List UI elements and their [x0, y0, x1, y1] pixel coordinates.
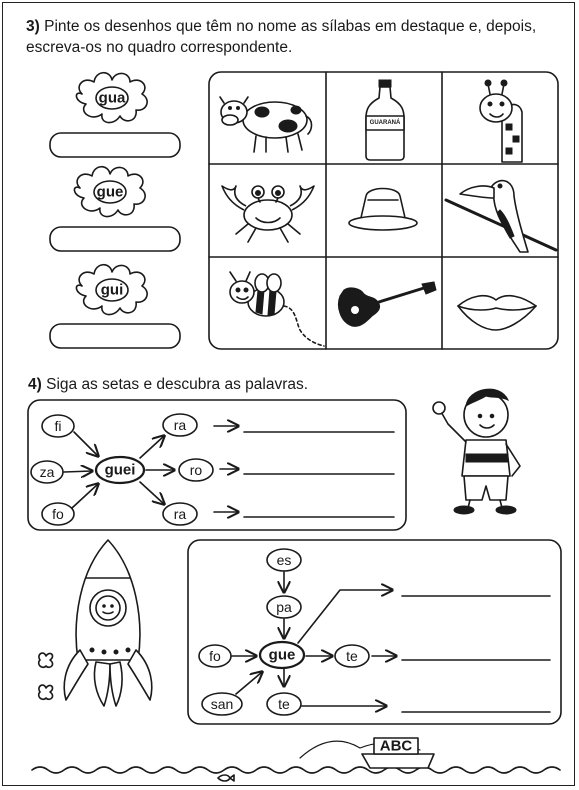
syllable-fi: fi	[54, 418, 62, 434]
syllable-te: te	[278, 696, 290, 712]
exercise-4-text: Siga as setas e descubra as palavras.	[46, 376, 309, 393]
flower-syllable: gue	[96, 183, 124, 201]
syllable-ro: ro	[189, 462, 203, 478]
exercise-3-text: Pinte os desenhos que têm no nome as sílabas em destaque e, depois, escreva-os no quadro correspondente.	[26, 18, 537, 56]
syllable-ra: ra	[173, 417, 187, 433]
syllable-guei: guei	[104, 461, 136, 479]
bottle-label: GUARANÁ	[369, 120, 401, 126]
syllable-ra: ra	[173, 506, 187, 522]
syllable-fo: fo	[52, 506, 64, 522]
syllable-san: san	[210, 696, 234, 712]
syllable-pa: pa	[276, 599, 292, 615]
syllable-za: za	[39, 464, 55, 480]
syllable-es: es	[276, 552, 292, 568]
flower-syllable: gui	[100, 281, 124, 299]
syllable-te: te	[346, 648, 358, 664]
boat-label: ABC	[379, 737, 413, 755]
exercise-4-number: 4)	[28, 376, 42, 393]
syllable-fo: fo	[209, 648, 221, 664]
flower-syllable: gua	[98, 89, 126, 107]
syllable-gue: gue	[268, 646, 296, 664]
exercise-3-number: 3)	[26, 18, 40, 35]
